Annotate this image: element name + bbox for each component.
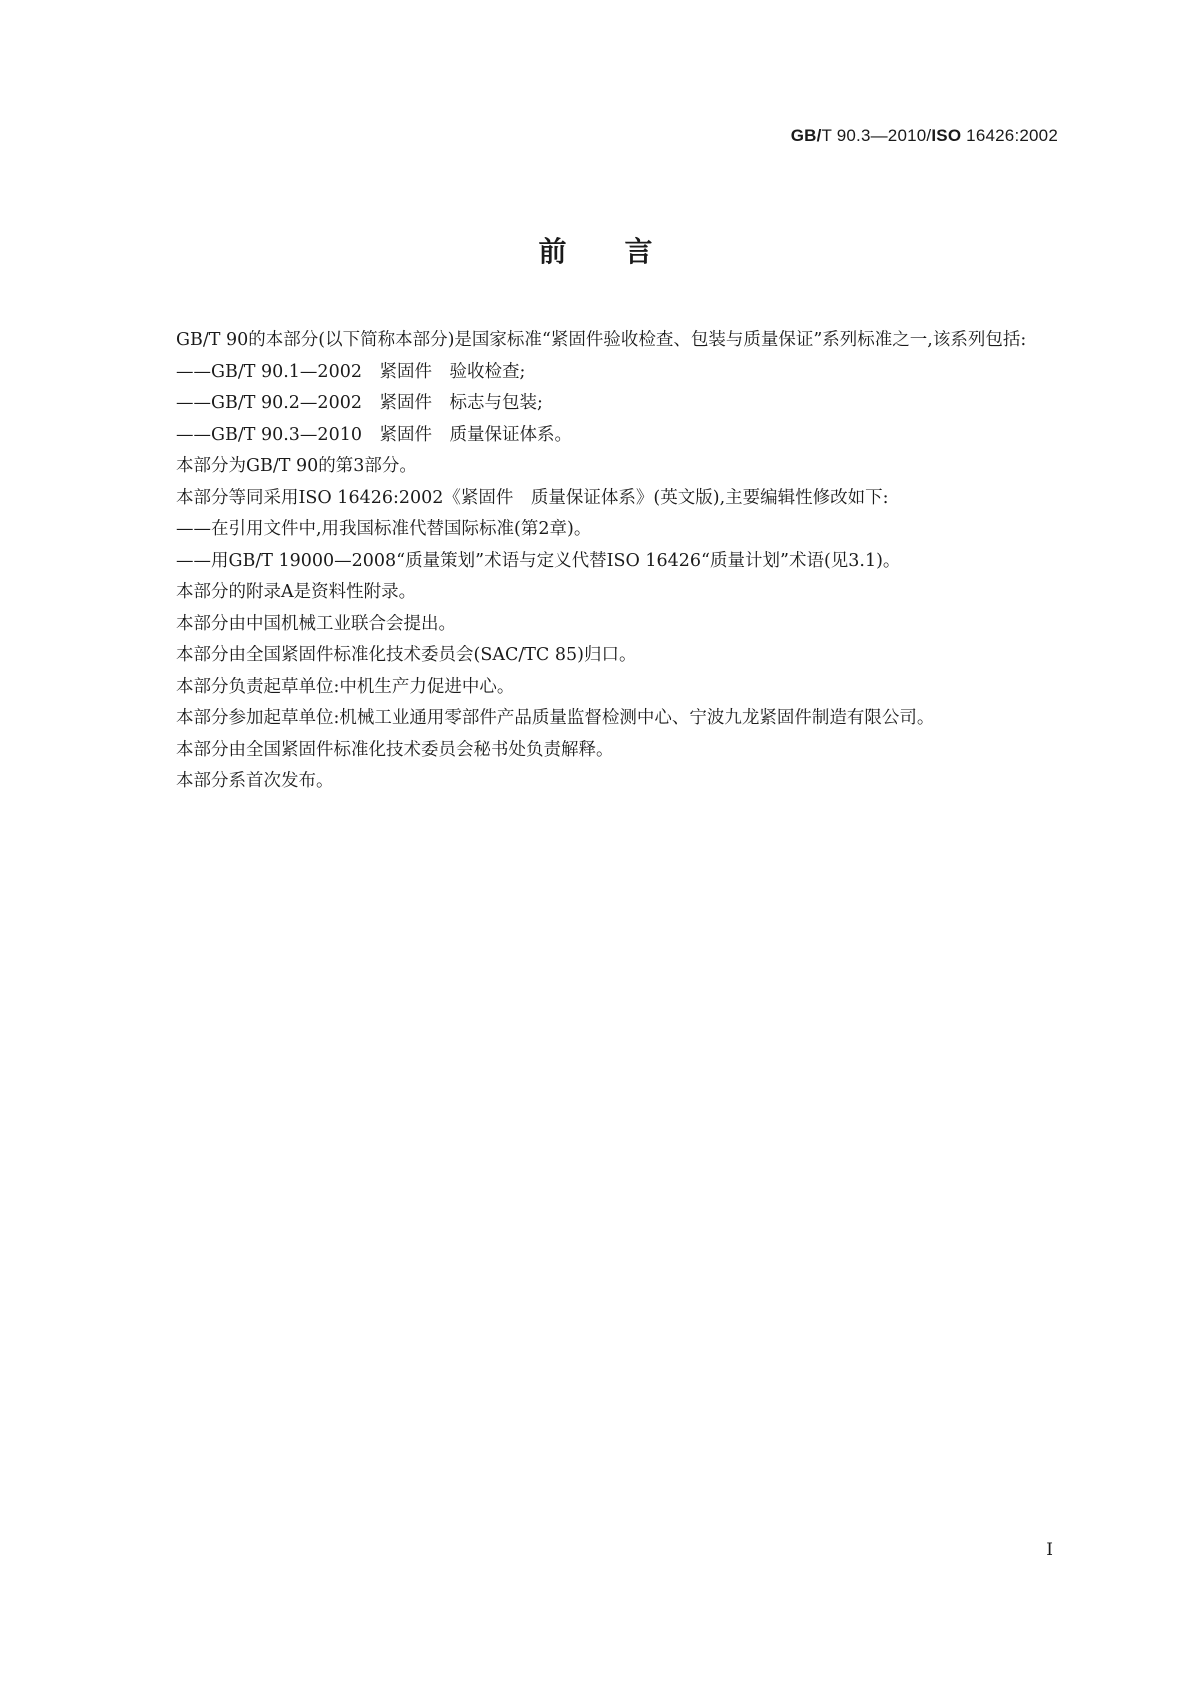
paragraph-interpretation: 本部分由全国紧固件标准化技术委员会秘书处负责解释。 (176, 739, 614, 760)
list-item-part1: ——GB/T 90.1—2002 紧固件 验收检查; (176, 361, 526, 382)
list-item-modification1: ——在引用文件中,用我国标准代替国际标准(第2章)。 (176, 519, 592, 539)
standard-main: T 90.3—2010/ (821, 126, 932, 145)
paragraph-part-statement: 本部分为GB/T 90的第3部分。 (176, 456, 417, 476)
paragraph-committee: 本部分由全国紧固件标准化技术委员会(SAC/TC 85)归口。 (176, 645, 637, 665)
paragraph-drafter: 本部分负责起草单位:中机生产力促进中心。 (176, 676, 515, 697)
paragraph-proposer: 本部分由中国机械工业联合会提出。 (176, 613, 456, 634)
foreword-body (135, 325, 1057, 798)
list-item-part3: ——GB/T 90.3—2010 紧固件 质量保证体系。 (176, 424, 572, 445)
standard-number-header (791, 126, 1058, 146)
page-number: I (1046, 1540, 1053, 1560)
list-item-part2: ——GB/T 90.2—2002 紧固件 标志与包装; (176, 393, 543, 413)
iso-main: 16426:2002 (961, 126, 1058, 145)
paragraph-adoption: 本部分等同采用ISO 16426:2002《紧固件 质量保证体系》(英文版),主要编辑性修改如下: (176, 487, 889, 508)
paragraph-intro: GB/T 90的本部分(以下简称本部分)是国家标准“紧固件验收检查、包装与质量保证”系列标准之一,该系列包括: (176, 330, 1027, 350)
standard-prefix: GB/ (790, 126, 822, 145)
paragraph-annex: 本部分的附录A是资料性附录。 (176, 582, 417, 602)
list-item-modification2: ——用GB/T 19000—2008“质量策划”术语与定义代替ISO 16426“质量计划”术语(见3.1)。 (176, 550, 901, 571)
iso-prefix: ISO (931, 126, 962, 145)
paragraph-first-release: 本部分系首次发布。 (176, 771, 334, 791)
page-title: 前言 (538, 235, 711, 268)
paragraph-co-drafters: 本部分参加起草单位:机械工业通用零部件产品质量监督检测中心、宁波九龙紧固件制造有限公司。 (176, 708, 935, 728)
